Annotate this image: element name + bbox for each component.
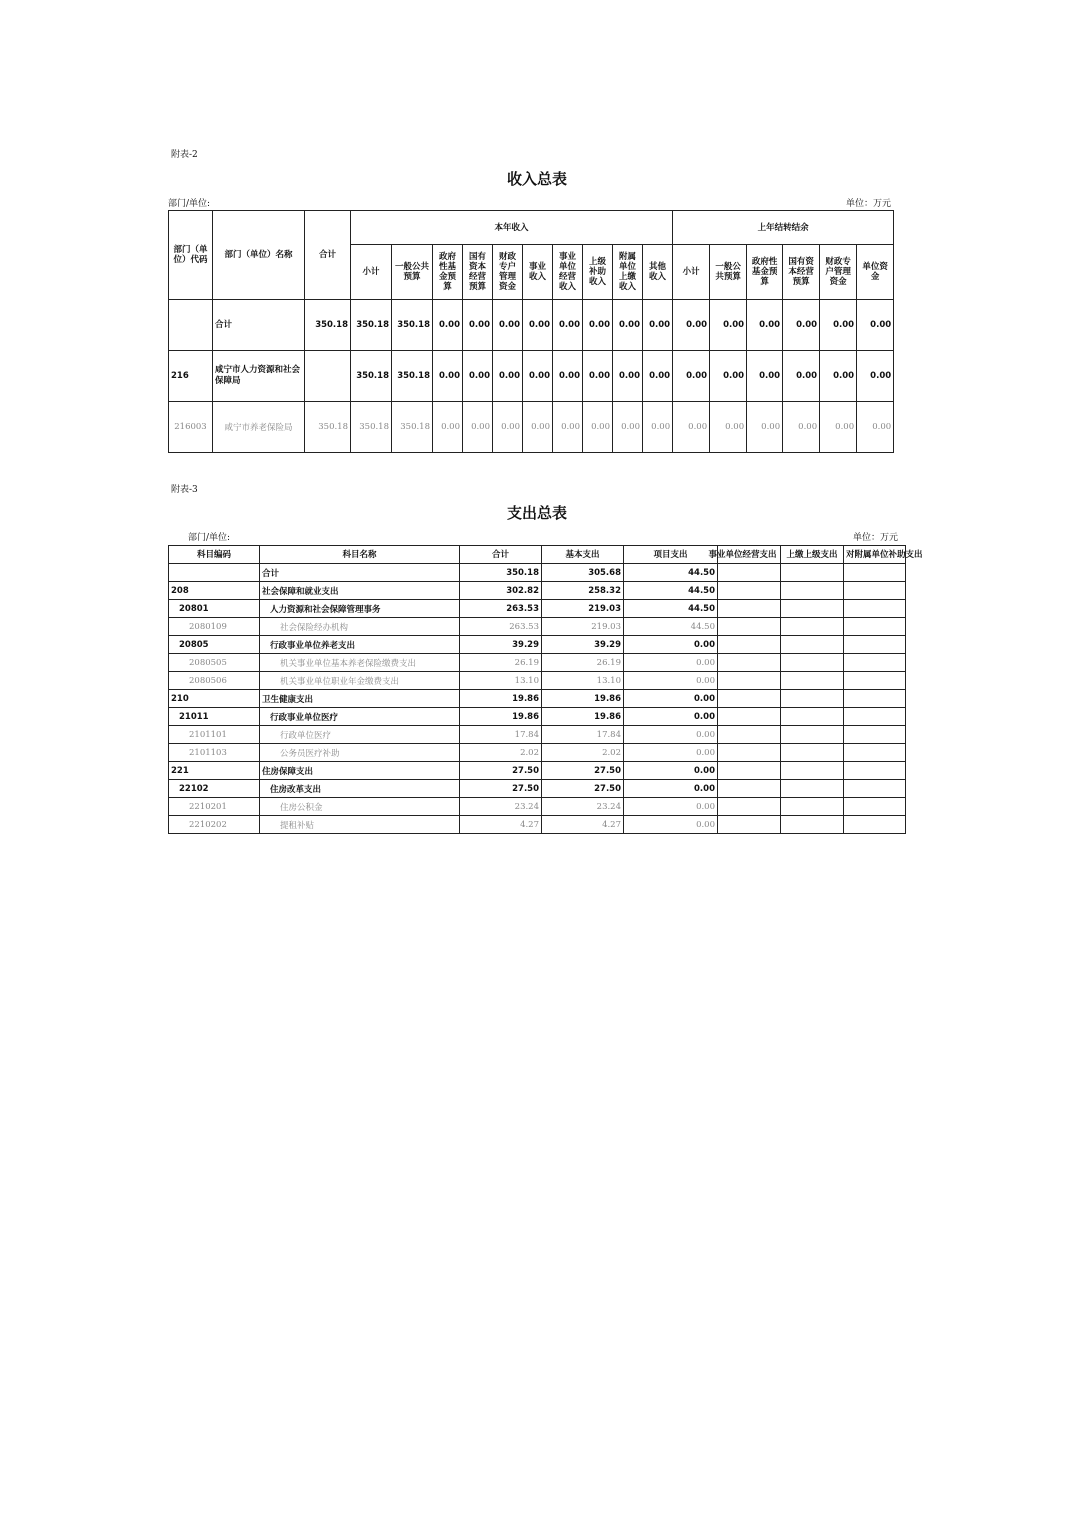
amount-cell: 0.00: [820, 351, 857, 402]
empty-cell: [718, 582, 781, 600]
income-unit-label: 单位：万元: [845, 199, 891, 209]
amount-cell: 0.00: [643, 300, 673, 351]
dept-name-cell: 咸宁市人力资源和社会保障局: [213, 351, 305, 402]
amount-cell: 0.00: [493, 351, 523, 402]
basic-expenditure-cell: 13.10: [542, 672, 624, 690]
basic-expenditure-cell: 219.03: [542, 600, 624, 618]
amount-cell: 0.00: [463, 351, 493, 402]
subject-code-cell: 221: [169, 762, 260, 780]
empty-cell: [718, 618, 781, 636]
project-expenditure-cell: 0.00: [624, 690, 718, 708]
header-dept-name: 部门（单位）名称: [213, 211, 305, 300]
amount-cell: 0.00: [673, 300, 710, 351]
annex2-label: 附表-2: [171, 150, 198, 160]
amount-cell: 0.00: [747, 351, 783, 402]
basic-expenditure-cell: 23.24: [542, 798, 624, 816]
project-expenditure-cell: 0.00: [624, 636, 718, 654]
total-cell: 13.10: [460, 672, 542, 690]
header-current-year-income: 本年收入: [351, 211, 673, 245]
subject-name-cell: 合计: [260, 564, 460, 582]
header-col: 单位资金: [857, 245, 894, 300]
subject-name-cell: 人力资源和社会保障管理事务: [260, 600, 460, 618]
table-row: [169, 618, 906, 636]
empty-cell: [844, 780, 906, 798]
empty-cell: [781, 708, 844, 726]
amount-cell: 0.00: [673, 402, 710, 453]
amount-cell: 0.00: [747, 300, 783, 351]
empty-cell: [781, 762, 844, 780]
amount-cell: 350.18: [392, 351, 433, 402]
amount-cell: 0.00: [463, 402, 493, 453]
amount-cell: 0.00: [553, 300, 583, 351]
total-cell: 4.27: [460, 816, 542, 834]
table-row: [169, 690, 906, 708]
subject-code-cell: [169, 564, 260, 582]
empty-cell: [718, 690, 781, 708]
table-row: [169, 582, 906, 600]
basic-expenditure-cell: 17.84: [542, 726, 624, 744]
empty-cell: [844, 798, 906, 816]
empty-cell: [781, 726, 844, 744]
subject-code-cell: 20801: [169, 600, 260, 618]
empty-cell: [844, 726, 906, 744]
empty-cell: [844, 816, 906, 834]
amount-cell: 0.00: [857, 351, 894, 402]
amount-cell: 0.00: [710, 402, 747, 453]
header-col: 政府性基金预算: [433, 245, 463, 300]
subject-code-cell: 208: [169, 582, 260, 600]
empty-cell: [844, 672, 906, 690]
empty-cell: [781, 744, 844, 762]
empty-cell: [718, 600, 781, 618]
dept-code-cell: 216003: [169, 402, 213, 453]
header-col: 其他收入: [643, 245, 673, 300]
empty-cell: [844, 690, 906, 708]
header-col: 小计: [673, 245, 710, 300]
amount-cell: 0.00: [583, 300, 613, 351]
empty-cell: [844, 618, 906, 636]
header-col: 小计: [351, 245, 392, 300]
empty-cell: [844, 744, 906, 762]
basic-expenditure-cell: 26.19: [542, 654, 624, 672]
subject-name-cell: 卫生健康支出: [260, 690, 460, 708]
amount-cell: 0.00: [433, 402, 463, 453]
empty-cell: [718, 672, 781, 690]
income-summary-table: [168, 210, 894, 453]
header-col: 政府性基金预算: [747, 245, 783, 300]
total-cell: 19.86: [460, 708, 542, 726]
table-row: [169, 564, 906, 582]
header-col: 国有资本经营预算: [463, 245, 493, 300]
empty-cell: [781, 618, 844, 636]
project-expenditure-cell: 0.00: [624, 780, 718, 798]
empty-cell: [718, 762, 781, 780]
project-expenditure-cell: 0.00: [624, 762, 718, 780]
header-col: 附属单位上缴收入: [613, 245, 643, 300]
amount-cell: 0.00: [463, 300, 493, 351]
subject-code-cell: 2101103: [169, 744, 260, 762]
amount-cell: 350.18: [351, 351, 392, 402]
header-project-expenditure: 项目支出: [624, 546, 718, 564]
table-row: [169, 600, 906, 618]
table-row: [169, 672, 906, 690]
basic-expenditure-cell: 39.29: [542, 636, 624, 654]
table-row: [169, 744, 906, 762]
empty-cell: [718, 726, 781, 744]
empty-cell: [781, 672, 844, 690]
project-expenditure-cell: 44.50: [624, 564, 718, 582]
amount-cell: 350.18: [351, 402, 392, 453]
empty-cell: [718, 780, 781, 798]
subject-name-cell: 机关事业单位基本养老保险缴费支出: [260, 654, 460, 672]
table-row: [169, 816, 906, 834]
total-cell: 27.50: [460, 762, 542, 780]
empty-cell: [781, 816, 844, 834]
total-cell: 350.18: [460, 564, 542, 582]
subject-name-cell: 社会保险经办机构: [260, 618, 460, 636]
subject-code-cell: 2101101: [169, 726, 260, 744]
amount-cell: 0.00: [583, 351, 613, 402]
total-cell: 27.50: [460, 780, 542, 798]
expense-dept-unit-label: 部门/单位:: [188, 533, 231, 543]
total-cell: 263.53: [460, 600, 542, 618]
amount-cell: 0.00: [747, 402, 783, 453]
amount-cell: 0.00: [493, 300, 523, 351]
project-expenditure-cell: 0.00: [624, 798, 718, 816]
subject-code-cell: 210: [169, 690, 260, 708]
amount-cell: 350.18: [392, 300, 433, 351]
amount-cell: 0.00: [643, 402, 673, 453]
project-expenditure-cell: 0.00: [624, 672, 718, 690]
empty-cell: [718, 708, 781, 726]
expense-summary-table: [168, 545, 923, 834]
project-expenditure-cell: 0.00: [624, 654, 718, 672]
expense-unit-label: 单位：万元: [852, 533, 898, 543]
subject-code-cell: 21011: [169, 708, 260, 726]
amount-cell: 0.00: [613, 351, 643, 402]
subject-code-cell: 20805: [169, 636, 260, 654]
empty-cell: [781, 600, 844, 618]
table-row: [169, 708, 906, 726]
header-basic-expenditure: 基本支出: [542, 546, 624, 564]
empty-cell: [781, 798, 844, 816]
table-row: [169, 726, 906, 744]
empty-cell: [844, 762, 906, 780]
total-cell: [305, 351, 351, 402]
amount-cell: 350.18: [392, 402, 433, 453]
header-affiliate-subsidy: 对附属单位补助支出: [844, 546, 906, 564]
empty-cell: [718, 816, 781, 834]
amount-cell: 0.00: [583, 402, 613, 453]
project-expenditure-cell: 0.00: [624, 816, 718, 834]
header-col: 事业单位经营收入: [553, 245, 583, 300]
empty-cell: [718, 654, 781, 672]
empty-cell: [844, 636, 906, 654]
basic-expenditure-cell: 27.50: [542, 780, 624, 798]
header-business-expenditure: 事业单位经营支出: [718, 546, 781, 564]
amount-cell: 0.00: [433, 300, 463, 351]
total-cell: 350.18: [305, 402, 351, 453]
empty-cell: [718, 636, 781, 654]
subject-code-cell: 22102: [169, 780, 260, 798]
header-dept-code: 部门（单位）代码: [169, 211, 213, 300]
amount-cell: 0.00: [710, 300, 747, 351]
header-col: 上级补助收入: [583, 245, 613, 300]
subject-name-cell: 住房改革支出: [260, 780, 460, 798]
header-col: 事业收入: [523, 245, 553, 300]
dept-name-cell: 合计: [213, 300, 305, 351]
total-cell: 2.02: [460, 744, 542, 762]
dept-name-cell: 咸宁市养老保险局: [213, 402, 305, 453]
table-row: [169, 780, 906, 798]
amount-cell: 0.00: [523, 300, 553, 351]
project-expenditure-cell: 44.50: [624, 600, 718, 618]
header-subject-name: 科目名称: [260, 546, 460, 564]
empty-cell: [844, 654, 906, 672]
amount-cell: 0.00: [783, 402, 820, 453]
header-col: 财政专户管理资金: [820, 245, 857, 300]
project-expenditure-cell: 0.00: [624, 726, 718, 744]
empty-cell: [781, 654, 844, 672]
project-expenditure-cell: 44.50: [624, 582, 718, 600]
empty-cell: [844, 600, 906, 618]
project-expenditure-cell: 0.00: [624, 744, 718, 762]
empty-cell: [781, 582, 844, 600]
amount-cell: 0.00: [613, 402, 643, 453]
empty-cell: [718, 798, 781, 816]
subject-name-cell: 住房保障支出: [260, 762, 460, 780]
income-dept-unit-label: 部门/单位:: [168, 199, 211, 209]
subject-name-cell: 社会保障和就业支出: [260, 582, 460, 600]
basic-expenditure-cell: 2.02: [542, 744, 624, 762]
subject-code-cell: 2080109: [169, 618, 260, 636]
basic-expenditure-cell: 19.86: [542, 708, 624, 726]
amount-cell: 350.18: [351, 300, 392, 351]
basic-expenditure-cell: 27.50: [542, 762, 624, 780]
project-expenditure-cell: 44.50: [624, 618, 718, 636]
empty-cell: [781, 780, 844, 798]
amount-cell: 0.00: [857, 402, 894, 453]
empty-cell: [844, 564, 906, 582]
project-expenditure-cell: 0.00: [624, 708, 718, 726]
basic-expenditure-cell: 258.32: [542, 582, 624, 600]
subject-name-cell: 机关事业单位职业年金缴费支出: [260, 672, 460, 690]
empty-cell: [718, 744, 781, 762]
amount-cell: 0.00: [613, 300, 643, 351]
empty-cell: [781, 564, 844, 582]
total-cell: 26.19: [460, 654, 542, 672]
total-cell: 17.84: [460, 726, 542, 744]
basic-expenditure-cell: 305.68: [542, 564, 624, 582]
annex3-label: 附表-3: [171, 485, 198, 495]
amount-cell: 0.00: [710, 351, 747, 402]
amount-cell: 0.00: [820, 402, 857, 453]
total-cell: 23.24: [460, 798, 542, 816]
amount-cell: 0.00: [433, 351, 463, 402]
amount-cell: 0.00: [553, 351, 583, 402]
subject-code-cell: 2080505: [169, 654, 260, 672]
empty-cell: [844, 582, 906, 600]
basic-expenditure-cell: 4.27: [542, 816, 624, 834]
amount-cell: 0.00: [643, 351, 673, 402]
empty-cell: [781, 690, 844, 708]
total-cell: 263.53: [460, 618, 542, 636]
total-cell: 19.86: [460, 690, 542, 708]
subject-code-cell: 2210201: [169, 798, 260, 816]
table-row: [169, 402, 894, 453]
subject-name-cell: 行政单位医疗: [260, 726, 460, 744]
subject-name-cell: 行政事业单位养老支出: [260, 636, 460, 654]
header-upward-remittance: 上缴上级支出: [781, 546, 844, 564]
header-col: 一般公共预算: [392, 245, 433, 300]
dept-code-cell: 216: [169, 351, 213, 402]
expense-table-title: 支出总表: [506, 504, 567, 522]
amount-cell: 0.00: [493, 402, 523, 453]
table-row: [169, 636, 906, 654]
subject-name-cell: 行政事业单位医疗: [260, 708, 460, 726]
header-total: 合计: [305, 211, 351, 300]
dept-code-cell: [169, 300, 213, 351]
table-row: [169, 351, 894, 402]
empty-cell: [844, 708, 906, 726]
subject-code-cell: 2210202: [169, 816, 260, 834]
header-total: 合计: [460, 546, 542, 564]
basic-expenditure-cell: 219.03: [542, 618, 624, 636]
total-cell: 39.29: [460, 636, 542, 654]
total-cell: 302.82: [460, 582, 542, 600]
header-col: 国有资本经营预算: [783, 245, 820, 300]
subject-name-cell: 提租补贴: [260, 816, 460, 834]
empty-cell: [781, 636, 844, 654]
header-col: 财政专户管理资金: [493, 245, 523, 300]
amount-cell: 0.00: [523, 402, 553, 453]
amount-cell: 0.00: [673, 351, 710, 402]
empty-cell: [718, 564, 781, 582]
amount-cell: 0.00: [857, 300, 894, 351]
table-row: [169, 654, 906, 672]
amount-cell: 0.00: [783, 300, 820, 351]
amount-cell: 0.00: [820, 300, 857, 351]
amount-cell: 0.00: [523, 351, 553, 402]
header-col: 一般公共预算: [710, 245, 747, 300]
subject-name-cell: 住房公积金: [260, 798, 460, 816]
income-table-title: 收入总表: [506, 170, 567, 188]
table-row: [169, 798, 906, 816]
amount-cell: 0.00: [553, 402, 583, 453]
header-subject-code: 科目编码: [169, 546, 260, 564]
header-carryover: 上年结转结余: [673, 211, 894, 245]
subject-name-cell: 公务员医疗补助: [260, 744, 460, 762]
table-row: [169, 762, 906, 780]
subject-code-cell: 2080506: [169, 672, 260, 690]
table-row: [169, 300, 894, 351]
amount-cell: 0.00: [783, 351, 820, 402]
total-cell: 350.18: [305, 300, 351, 351]
basic-expenditure-cell: 19.86: [542, 690, 624, 708]
